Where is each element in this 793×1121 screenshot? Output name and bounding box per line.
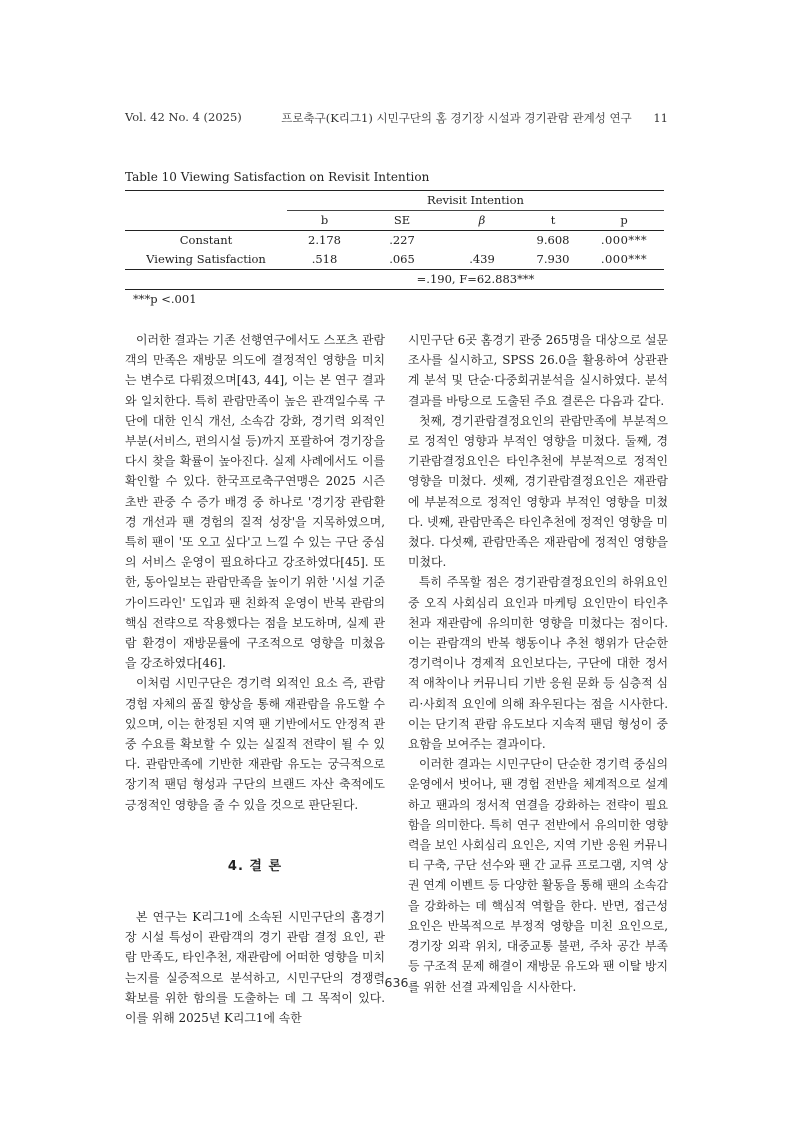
body-paragraph: 시민구단 6곳 홈경기 관중 265명을 대상으로 설문조사를 실시하고, SPSS 26.0을 활용하여 상관관계 분석 및 단순·다중회귀분석을 실시하였다. 분석 결과를 바탕으로 도출된 주요 결론은 다음과 같다. (408, 333, 668, 408)
journal-volume: Vol. 42 No. 4 (2025) (125, 110, 242, 124)
row-label: Constant (179, 233, 233, 247)
cell-b: .518 (287, 250, 362, 270)
column-header-se: SE (362, 211, 442, 231)
regression-table (125, 190, 664, 290)
table-group-header-row (125, 191, 664, 211)
page-number: - 636 - (376, 975, 417, 990)
journal-page-number: 11 (653, 111, 668, 125)
right-column (408, 330, 668, 997)
cell-t: 9.608 (536, 233, 570, 247)
row-label: Viewing Satisfaction (125, 250, 287, 270)
column-header-beta: β (442, 211, 522, 231)
table-column-header-row (125, 211, 664, 231)
table-caption: Table 10 Viewing Satisfaction on Revisit Intention (125, 170, 430, 184)
column-header-t: t (522, 211, 584, 231)
body-paragraph: 이러한 결과는 시민구단이 단순한 경기력 중심의 운영에서 벗어나, 팬 경험 전반을 체계적으로 설계하고 팬과의 정서적 연결을 강화하는 전략이 필요함을 의미한다. 특히 연구 전반에서 유의미한 영향력을 보인 사회심리 요인은, 지역 기반 응원 커뮤니티 구축, 구단 선수와 팬 간 교류 프로그램, 지역 상권 연계 이벤트 등 다양한 활동을 통해 팬의 소속감을 강화하는 데 핵심적 역할을 한다. 반면, 접근성 요인은 반복적으로 부정적 영향을 미친 요인으로, 경기장 외곽 위치, 대중교통 불편, 주차 공간 부족 등 구조적 문제 해결이 재방문 유도와 팬 이탈 방지를 위한 선결 과제임을 시사한다. (408, 757, 668, 994)
running-title (281, 110, 668, 126)
cell-se: .227 (389, 233, 415, 247)
column-header-p: p (584, 211, 664, 231)
body-paragraph: 첫째, 경기관람결정요인의 관람만족에 부분적으로 정적인 영향과 부적인 영향을 미쳤다. 둘째, 경기관람결정요인은 타인추천에 부분적으로 정적인 영향을 미쳤다. 셋째, 경기관람결정요인은 재관람에 부분적으로 정적인 영향과 부적인 영향을 미쳤다. 넷째, 관람만족은 타인추천에 정적인 영향을 미쳤다. 다섯째, 관람만족은 재관람에 정적인 영향을 미쳤다. (408, 413, 668, 570)
cell-se: .065 (362, 250, 442, 270)
body-paragraph: 이처럼 시민구단은 경기력 외적인 요소 즉, 관람 경험 자체의 품질 향상을 통해 재관람을 유도할 수 있으며, 이는 한정된 지역 팬 기반에서도 안정적 관중 수요를 확보할 수 있는 실질적 전략이 될 수 있다. 관람만족에 기반한 재관람 유도는 궁극적으로 장기적 팬덤 형성과 구단의 브랜드 자산 축적에도 긍정적인 영향을 줄 수 있을 것으로 판단된다. (125, 676, 385, 812)
section-heading: 4. 결 론 (227, 858, 283, 874)
model-summary: =.190, F=62.883*** (287, 270, 664, 290)
cell-t: 7.930 (522, 250, 584, 270)
significance-note: ***p <.001 (133, 292, 197, 306)
table-row (125, 231, 664, 251)
cell-b: 2.178 (308, 233, 341, 247)
table-summary-row (125, 270, 664, 290)
body-paragraph: 본 연구는 K리그1에 소속된 시민구단의 홈경기장 시설 특성이 관람객의 경기 관람 결정 요인, 관람 만족도, 타인추천, 재관람에 어떠한 영향을 미치는지를 실증적으로 분석하고, 시민구단의 경쟁력 확보를 위한 함의를 도출하는 데 그 목적이 있다. 이를 위해 2025년 K리그1에 속한 (125, 910, 385, 1026)
column-header-b: b (287, 211, 362, 231)
table-row (125, 250, 664, 270)
cell-p: .000*** (600, 233, 648, 247)
body-paragraph: 이러한 결과는 기존 선행연구에서도 스포츠 관람객의 만족은 재방문 의도에 결정적인 영향을 미치는 변수로 다뤄졌으며[43, 44], 이는 본 연구 결과와 일치한다. 특히 관람만족이 높은 관객일수록 구단에 대한 인식 개선, 소속감 강화, 경기력 외적인 부분(서비스, 편의시설 등)까지 포괄하여 경기장을 다시 찾을 확률이 높아진다. 실제 사례에서도 이를 확인할 수 있다. 한국프로축구연맹은 2025 시즌 초반 관중 수 증가 배경 중 하나로 '경기장 관람환경 개선과 팬 경험의 질적 성장'을 지목하였으며, 특히 팬이 '또 오고 싶다'고 느낄 수 있는 구단 중심의 서비스 운영이 필요하다고 강조하였다[45]. 또한, 동아일보는 관람만족을 높이기 위한 '시설 기준 가이드라인' 도입과 팬 친화적 운영이 반복 관람의 핵심 전략으로 작용했다는 점을 보도하며, 실제 관람 환경이 재방문률에 구조적으로 영향을 미쳤음을 강조하였다[46]. (125, 333, 385, 671)
cell-p: .000*** (584, 250, 664, 270)
cell-beta (442, 231, 522, 251)
running-title-text: 프로축구(K리그1) 시민구단의 홈 경기장 시설과 경기관람 관계성 연구 (281, 111, 632, 125)
cell-beta: .439 (442, 250, 522, 270)
group-header: Revisit Intention (287, 191, 664, 211)
left-column (125, 330, 385, 1028)
body-paragraph: 특히 주목할 점은 경기관람결정요인의 하위요인 중 오직 사회심리 요인과 마케팅 요인만이 타인추천과 재관람에 유의미한 영향을 미쳤다는 점이다. 이는 관람객의 반복 행동이나 추천 행위가 단순한 경기력이나 경제적 요인보다는, 구단에 대한 정서적 애착이나 커뮤니티 기반 응원 문화 등 심층적 심리·사회적 요인에 의해 좌우된다는 점을 시사한다. 이는 단기적 관람 유도보다 지속적 팬덤 형성이 중요함을 보여주는 결과이다. (408, 575, 668, 752)
